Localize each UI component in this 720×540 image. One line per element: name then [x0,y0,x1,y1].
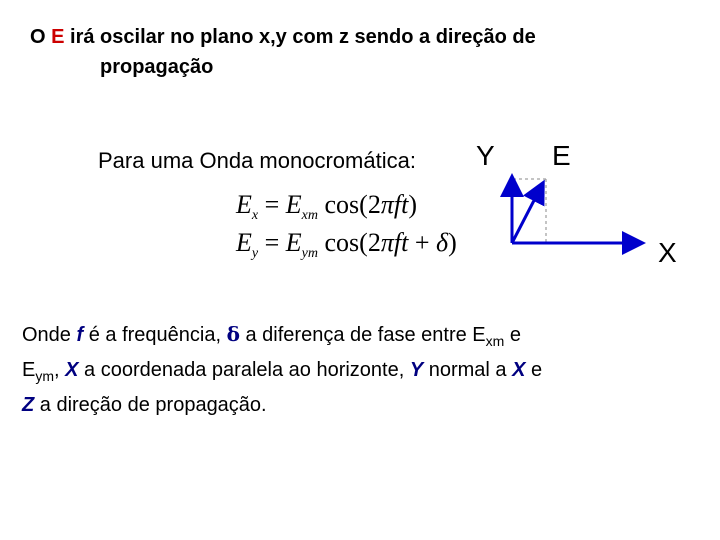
title-line2: propagação [100,56,214,78]
para-sub-xm: xm [485,333,505,349]
eq2-rparen: ) [448,228,457,257]
para-t7: a coordenada paralela ao horizonte, [78,359,410,381]
para-t1: Onde [22,324,77,346]
description-paragraph [22,320,672,420]
para-t10: a direção de propagação. [34,394,267,416]
eq2-sub-ym: ym [301,246,318,262]
eq1-sub-xm: xm [301,208,318,224]
para-z-symbol: Z [22,394,35,416]
eq2-sub-y: y [251,246,259,262]
polarization-diagram [490,165,660,265]
eq1-e2: E [285,190,302,219]
eq1-pi: π [380,190,394,219]
eq1-cos: cos [324,190,360,219]
para-x-symbol: X [65,359,79,381]
x-axis-label: X [658,237,677,268]
para-sub-ym: ym [35,368,55,384]
equation-ey [236,228,457,262]
eq2-e2: E [285,228,302,257]
eq2-lparen: ( [359,228,368,257]
eq1-two: 2 [367,190,381,219]
eq2-two: 2 [367,228,381,257]
eq2-e: E [236,228,252,257]
para-y-symbol: Y [409,359,424,381]
para-t9: e [525,359,543,381]
monochromatic-label: Para uma Onda monocromática: [98,148,416,173]
para-t6: , [54,359,66,381]
title-rest: irá oscilar no plano x,y com z sendo a direção de [64,26,536,48]
eq2-equals: = [264,228,280,257]
para-t8: normal a [423,359,513,381]
para-t4: e [504,324,522,346]
e-vector-label: E [552,140,571,171]
eq1-rparen: ) [408,190,417,219]
eq1-ft: ft [393,190,409,219]
para-t3: a diferença de fase entre E [239,324,486,346]
eq1-e: E [236,190,252,219]
e-vector-arrow [512,185,542,243]
eq2-delta: δ [436,228,449,257]
y-axis-label: Y [476,140,495,171]
para-delta-symbol: δ [226,322,240,346]
eq2-plus: + [414,228,430,257]
slide-title [30,22,670,82]
para-f-symbol: f [76,324,84,346]
eq1-equals: = [264,190,280,219]
eq2-ft: ft [393,228,409,257]
title-prefix: O [30,26,52,48]
title-e-symbol: E [51,26,65,48]
equation-ex [236,190,417,224]
para-t2: é a frequência, [83,324,227,346]
eq2-cos: cos [324,228,360,257]
eq1-sub-x: x [251,208,259,224]
para-t5: E [22,359,36,381]
eq2-pi: π [380,228,394,257]
para-x2-symbol: X [512,359,526,381]
eq1-lparen: ( [359,190,368,219]
